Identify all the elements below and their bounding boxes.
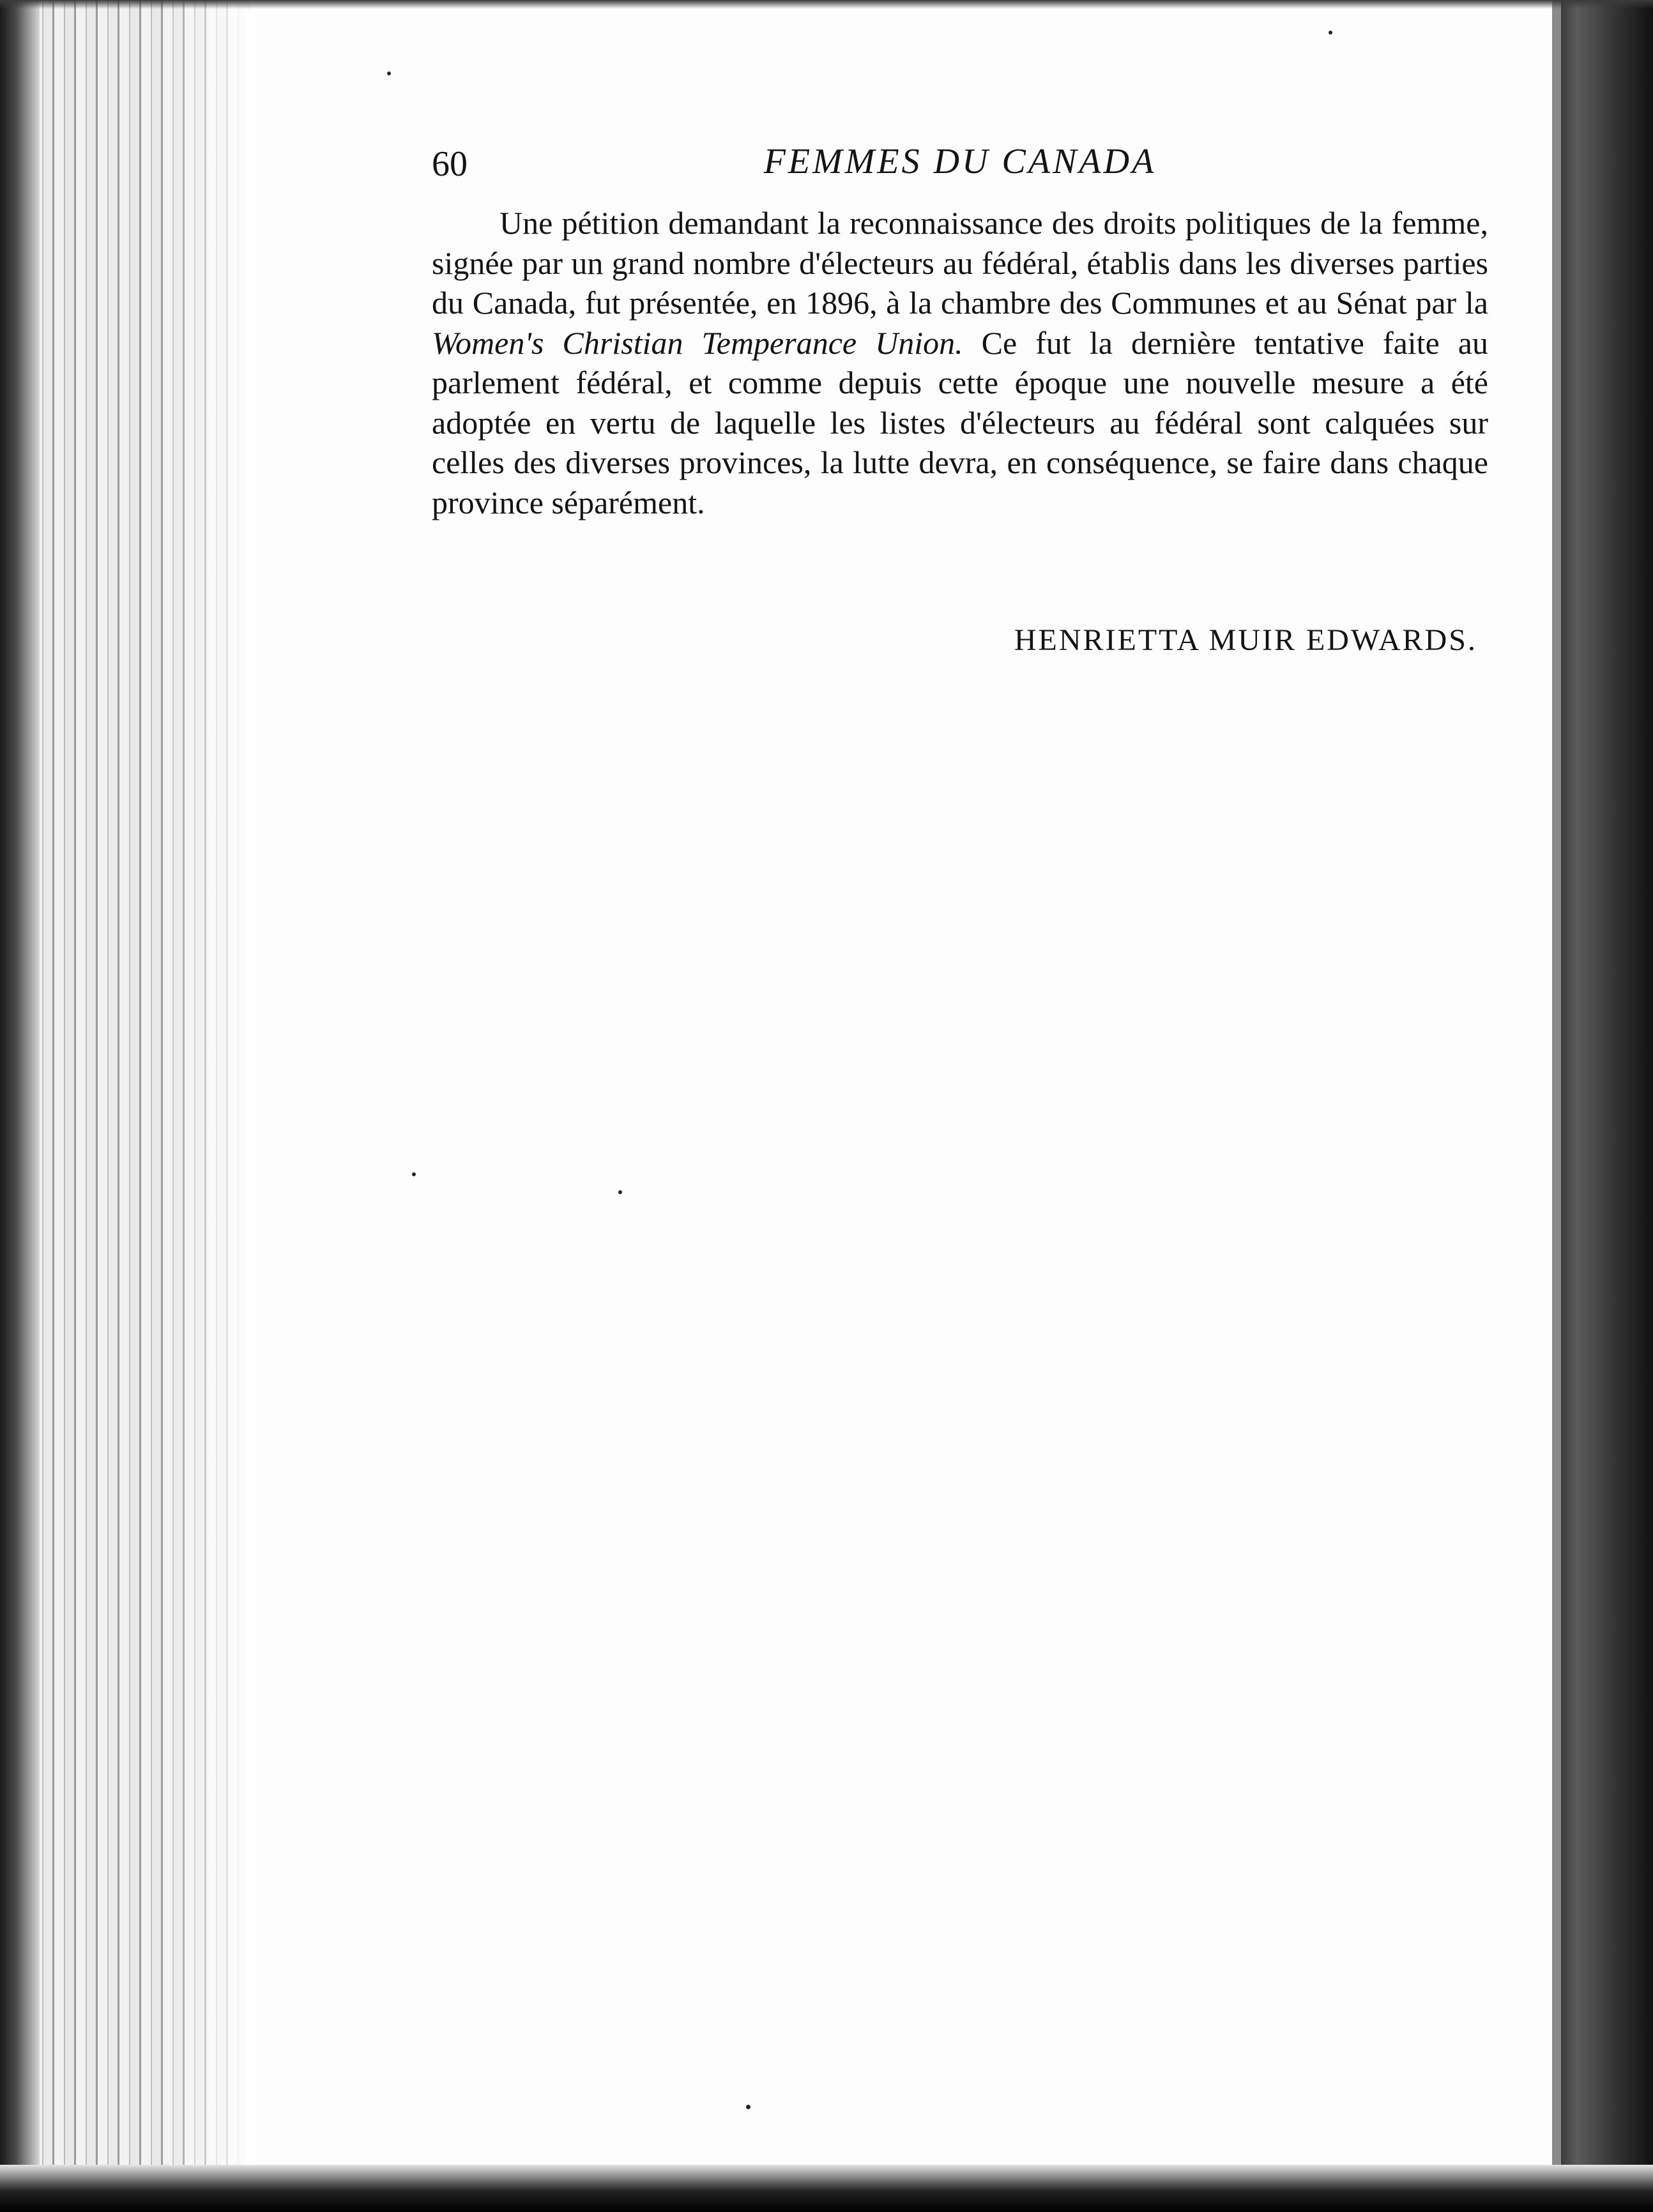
page-number: 60: [432, 144, 468, 184]
page-right-edge: [1552, 0, 1561, 2212]
body-paragraph: [432, 203, 1488, 522]
scan-top-border: [0, 0, 1653, 9]
scan-speck: [746, 2105, 750, 2109]
body-text-part-1: Une pétition demandant la reconnaissance des droits politiques de la femme, signée par un grand nombre d'électeurs au fédéral, établis dans les diverses parties du Canada, fut présentée, en 1896, à la chambre des Communes et au Sénat par la: [432, 205, 1488, 321]
body-text-part-2: Ce fut la dernière tentative faite au parlement fédéral, et comme depuis cette époque une nouvelle mesure a été adoptée en vertu de laquelle les listes d'électeurs au fédéral sont calquées sur celles des diverses provinces, la lutte devra, en conséquence, se faire dans chaque province séparément.: [432, 324, 1488, 520]
page-edge-fade: [160, 0, 255, 2212]
author-signature: HENRIETTA MUIR EDWARDS.: [1014, 623, 1477, 657]
scan-bottom-border: [0, 2165, 1653, 2212]
body-text-italic: Women's Christian Temperance Union.: [432, 324, 963, 361]
scan-speck: [1329, 31, 1332, 34]
running-head: FEMMES DU CANADA: [763, 142, 1157, 181]
scan-left-border: [0, 0, 40, 2212]
scan-speck: [618, 1190, 622, 1194]
scan-speck: [412, 1172, 416, 1176]
scan-right-border: [1552, 0, 1653, 2212]
scan-speck: [387, 72, 391, 75]
